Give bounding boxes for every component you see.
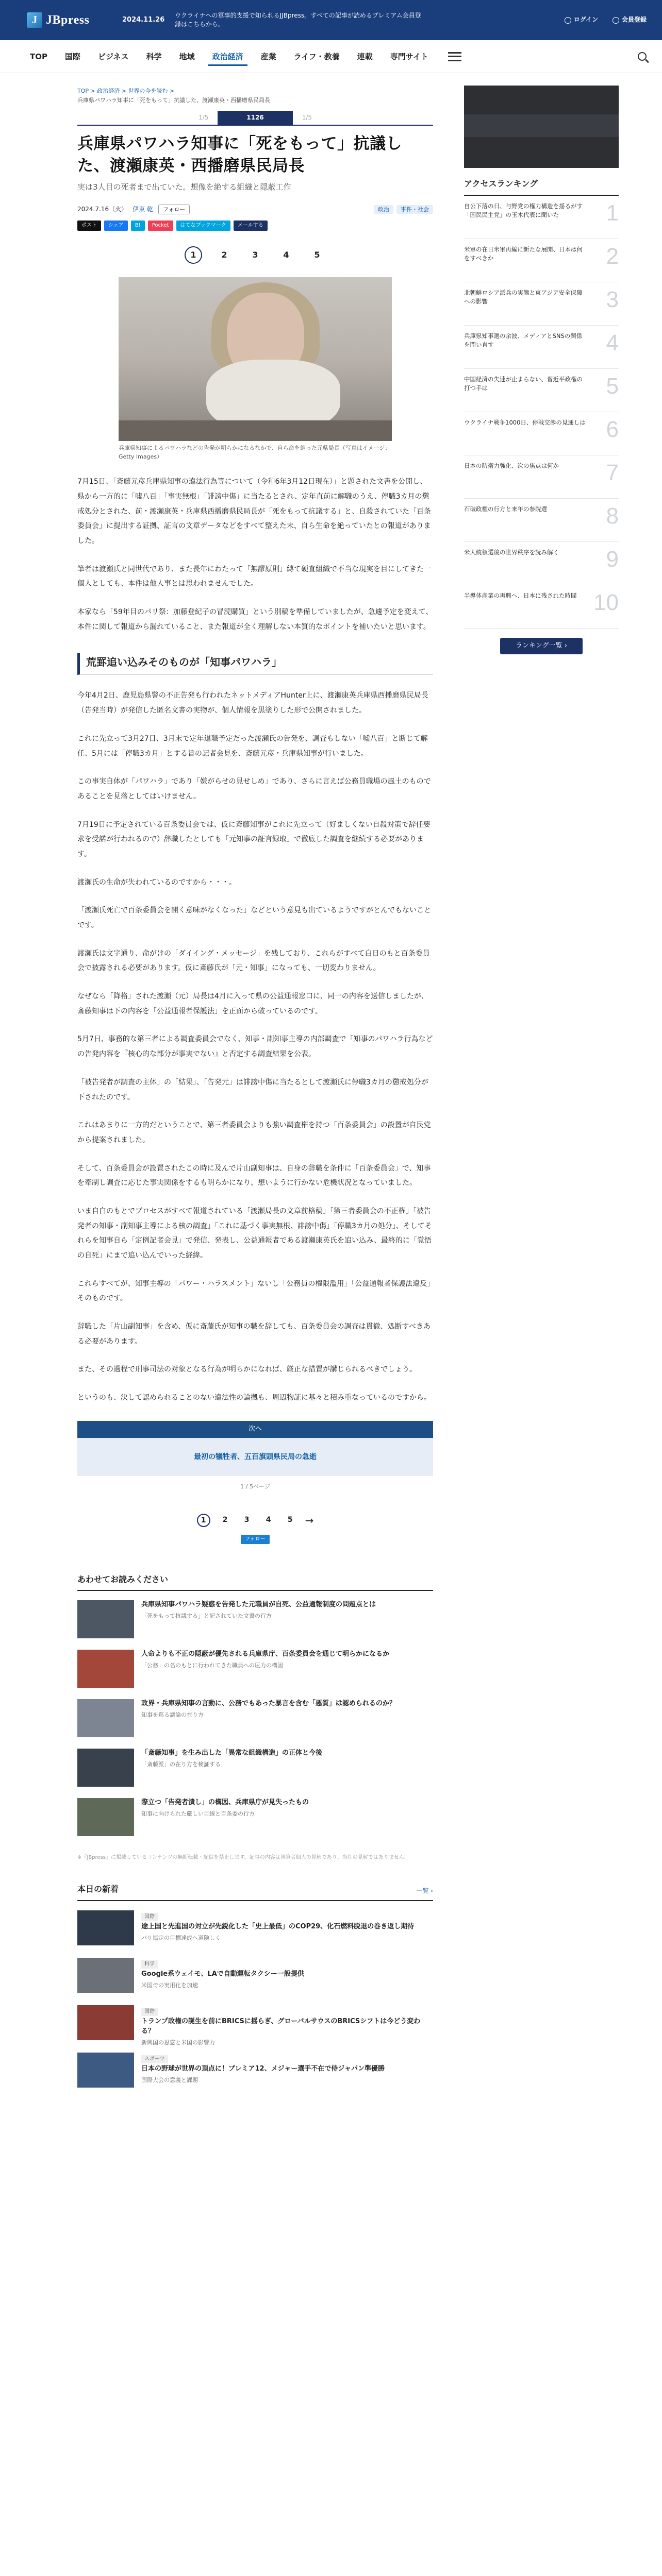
page-4-link[interactable]: 4 [266,1516,271,1524]
page-strip [77,111,433,126]
page-5-link[interactable]: 5 [314,250,320,260]
follow-area [77,1535,433,1544]
thumbnail [77,1600,134,1638]
tag-politics[interactable]: 政治 [374,205,393,214]
paragraph: 7月19日に予定されている百条委員会では、仮に斎藤知事がこれに先立って（好ましくない自殺対策で辞任要求を受諾が行われるので）辞職したとしても「元知事の証言録取」で徹底した調査を継続する必要があります。 [77,820,431,858]
next-page-box[interactable] [77,1421,433,1476]
list-item[interactable]: 科学 Google系ウェイモ、LAで自動運転タクシー一般提供 米国での実用化を加速 [77,1958,433,1996]
user-icon [565,17,571,24]
paragraph: というのも、決して認められることのない違法性の論拠も、周辺物証に基々と積み重なっているのですから。 [77,1394,431,1402]
ranking-item[interactable]: 米軍の在日米軍再編に新たな展開、日本は何をすべきか 2 [464,239,619,282]
breadcrumb-current: 兵庫県パワハラ知事に「死をもって」抗議した、渡瀬康英・西播磨県民局長 [77,96,270,104]
thumbnail [77,2053,134,2088]
article-body [77,474,433,1405]
nav-industry[interactable]: 産業 [260,52,276,61]
next-arrow-icon[interactable]: → [305,1514,314,1527]
ranking-list [464,196,619,629]
share-mail-button[interactable]: メールする [234,221,268,231]
ranking-item[interactable]: 石破政権の行方と来年の参院選 8 [464,499,619,542]
thumbnail [77,1699,134,1737]
thumbnail [77,1798,134,1836]
ranking-item[interactable]: 北朝鮮ロシア派兵の実態と東アジア安全保障への影響 3 [464,282,619,326]
latest-list [77,1910,433,2091]
nav-top[interactable]: TOP [30,52,47,61]
nav-region[interactable]: 地域 [179,52,195,61]
paragraph: これに先立って3月27日、3月末で定年退職予定だった渡瀬氏の告発を、調査もしない「嘘八百」と断じて解任、5月には「停職3カ月」とする旨の記者会見を、斎藤元彦・兵庫県知事が行いました。 [77,734,428,758]
article-title: 兵庫県パワハラ知事に「死をもって」抗議した、渡瀬康英・西播磨県民局長 [77,134,402,175]
paragraph: 7月15日、「斎藤元彦兵庫県知事の違法行為等について（令和6年3月12日現在）」と題された文書を公開し、県から一方的に「嘘八百」「事実無根」「誹謗中傷」に当たるとされ、定年直前に解職のうえ、停職3カ月の懲戒処分とされた、前・渡瀬康英・兵庫県西播磨県民局長が「死をもって抗議する」と、自殺されていた「百条委員会」に提出する証拠、証言の文章データなどをすべて整えた末、自ら生命を絶っていたとの報道がありました。 [77,478,431,546]
share-hatena-button[interactable]: B! [131,221,145,231]
page-3-link[interactable]: 3 [244,1516,250,1524]
page-strip-current: 1126 [218,111,292,125]
nav-politics-economy[interactable]: 政治経済 [212,40,243,73]
paragraph: この事実自体が「パワハラ」であり「嫌がらせの見せしめ」であり、さらに言えば公務員職場の風土のものであることを見落としてはいけません。 [77,777,431,801]
paragraph: そして、百条委員会が設置されたこの時に及んで片山副知事は、自身の辞職を条件に「百条委員会」で、知事を牽制し調査に応じた事実関係をするも明らかになり、想いように行かない危機状況となっていました。 [77,1164,431,1188]
paragraph: 今年4月2日、鹿児島県警の不正告発も行われたネットメディアHunter上に、渡瀬康英兵庫県西播磨県民局長（告発当時）が発信した匿名文書の実物が、個人情報を黒塗りした形で公開されました。 [77,691,428,715]
login-link[interactable]: ログイン [565,15,598,25]
article-meta [77,205,433,215]
latest-more-link[interactable]: 一覧 › [416,1887,433,1894]
article-column [77,77,433,2091]
thumbnail [77,2005,134,2040]
recommend-list [77,1600,433,1838]
photo-caption [119,444,392,461]
paragraph: いま自白のもとでプロセスがすべて報道されている「渡瀬局長の文章前格稿」「第三者委員会の不正権」「被告発者の知事・副知事主導による核の調査」「これに基づく事実無根、誹謗中傷」「停職3カ月の処分」、そしてそれらを知事自ら「定例記者会見」で発信、発表し、公益通報者である渡瀬康英氏を追い込み、最終的に「覚悟の自死」にまで追い込んでいった経緯。 [77,1207,432,1260]
site-logo[interactable] [27,10,122,30]
logo-mark: J [27,12,42,28]
paragraph: これらすべてが、知事主導の「パワー・ハラスメント」ないし「公務員の権限濫用」「公益通報者保護法違反」そのものです。 [77,1279,431,1303]
tag-society[interactable]: 事件・社会 [396,205,433,214]
ranking-item[interactable]: 半導体産業の再興へ、日本に残された時間 10 [464,585,619,629]
breadcrumb-path[interactable]: TOP > 政治経済 > 世界の今を読む > [77,88,175,94]
paragraph: なぜなら「降格」された渡瀬（元）局長は4月に入って県の公益通報窓口に、同一の内容を送信しましたが、斎藤知事は下の内容を「公益通報者保護法」を正面から破っているのです。 [77,992,428,1015]
photo-caption-text: 兵庫県知事によるパワハラなどの告発が明らかになるなかで、自ら命を絶った元県局長（写真はイメージ：Getty Images） [119,445,391,460]
paragraph: また、その過程で刑事司法の対象となる行為が明らかになれば、厳正な措置が講じられるべきでしょう。 [77,1365,417,1374]
page-strip-prev[interactable]: 1/5 [198,114,209,122]
list-item[interactable]: 兵庫県知事パワハラ疑惑を告発した元職員が自死、公益通報制度の問題点とは 「死をもって抗議する」と記されていた文書の行方 [77,1600,433,1640]
thumbnail [77,1910,134,1945]
nav-international[interactable]: 国際 [64,52,80,61]
next-page-label[interactable]: 次へ [77,1421,433,1438]
promo-text[interactable]: ウクライナへの軍事的支援で知られるJJBpress。すべての記事が読めるプレミアム会員登録はこちらから。 [175,11,421,28]
section-heading: 荒罫追い込みそのものが「知事パワハラ」 [77,653,433,675]
article-pager-top [77,246,433,264]
current-date: 2024.11.26 [122,15,165,24]
page-count-note: 1 / 5ページ [240,1483,270,1490]
share-pocket-button[interactable]: Pocket [148,221,173,231]
nav-series[interactable]: 連載 [357,52,373,61]
article-author[interactable]: 伊東 乾 [133,205,153,213]
paragraph: これはあまりに一方的だということで、第三者委員会よりも強い調査権を持つ「百条委員会」の設置が自民党から提案されました。 [77,1121,431,1144]
latest-header [77,1883,433,1901]
share-x-button[interactable]: ポスト [77,221,101,231]
paragraph: 辞職した「片山副知事」を含め、仮に斎藤氏が知事の職を辞しても、百条委員会の調査は貫徹、処断すべきある必要があります。 [77,1323,431,1346]
ranking-more-button[interactable]: ランキング一覧 › [500,638,583,655]
thumbnail [77,1650,134,1688]
share-facebook-button[interactable]: シェア [104,221,128,231]
paragraph: 本家なら「59年目のパリ祭：加藤登紀子の冒涜購買」という別稿を準備していましたが、急遽予定を変えて、本件に関して報道から漏れていること、また報道が全く理解しない本質的なポイントを補いたいと思います。 [77,608,433,631]
top-bar [0,0,662,40]
nav-life[interactable]: ライフ・教養 [293,52,340,61]
paragraph: 「渡瀬氏死亡で百条委員会を開く意味がなくなった」などという意見も出ているようですがとんでもないことです。 [77,906,431,930]
list-item[interactable]: 政界・兵庫県知事の言動に、公務でもあった暴言を含む「悪質」は認められるのか？ 知事を巡る議論の在り方 [77,1699,433,1739]
list-item[interactable]: 人命よりも不正の隠蔽が優先される兵庫県庁、百条委員会を通じて明らかになるか 「公務」の名のもとに行われてきた職員への圧力の構図 [77,1650,433,1690]
follow-author-button[interactable]: フォロー [158,205,190,215]
next-page-title[interactable]: 最初の犠牲者、五百旗頭県民局の急逝 [77,1438,433,1476]
page-1-link[interactable]: 1 [197,1514,210,1527]
page-5-link[interactable]: 5 [287,1516,293,1524]
paragraph: 渡瀬氏の生命が失われているのですから・・・。 [77,878,236,887]
article-date: 2024.7.16（火） [77,205,128,213]
ranking-item[interactable]: 兵庫県知事選の余波、メディアとSNSの関係を問い直す 4 [464,326,619,369]
list-item[interactable]: 国際 途上国と先進国の対立が先鋭化した「史上最低」のCOP29、化石燃料脱退の巻き返し期待 パリ協定の目標達成へ道険しく [77,1910,433,1948]
sidebar-ad[interactable] [464,86,619,168]
page-2-link[interactable]: 2 [222,1516,228,1524]
breadcrumb [77,87,433,105]
ranking-item[interactable]: 自公下落の日、与野党の権力構造を揺るがす「国民民主党」の玉木代表に聞いた 1 [464,196,619,239]
list-item[interactable]: スポーツ 日本の野球が世界の頂点に！プレミア12、メジャー選手不在で侍ジャパン準優勝 国際大会の意義と課題 [77,2053,433,2091]
thumbnail [77,1749,134,1787]
page-1-link[interactable]: 1 [185,246,202,264]
article-photo [119,277,392,441]
nav-science[interactable]: 科学 [146,52,162,61]
ranking-item[interactable]: 日本の防衛力強化、次の焦点は何か 7 [464,455,619,499]
share-buttons [77,221,433,231]
article-pager-bottom [77,1512,433,1529]
page-strip-next[interactable]: 1/5 [302,114,312,122]
search-button[interactable] [638,52,647,61]
list-item[interactable]: 国際 トランプ政権の誕生を前にBRICSに揺らぎ、グローバルサウスのBRICSシフトは今どう変わる？ 新興国の思惑と米国の影響力 [77,2005,433,2043]
search-icon [638,52,647,61]
nav-business[interactable]: ビジネス [98,52,129,61]
paragraph: 5月7日、事務的な第三者による調査委員会でなく、知事・副知事主導の内部調査で「知事のパワハラ行為などの告発内容を『核心的な部分が事実でない』と否定する調査結果を公表。 [77,1035,433,1059]
register-link[interactable]: 会員登録 [613,15,647,25]
ranking-heading: アクセスランキング [464,177,619,196]
ranking-item[interactable]: 中国経済の失速が止まらない、習近平政権の打つ手は 5 [464,369,619,412]
menu-icon[interactable] [448,52,461,61]
list-item[interactable]: 「斎藤知事」を生み出した「異常な組織構造」の正体と今後 「斎藤派」の在り方を検証する [77,1749,433,1789]
logo-text: JBpress [46,13,90,27]
follow-button[interactable]: フォロー [241,1535,270,1544]
sidebar [464,86,619,654]
hatena-bookmark-button[interactable]: はてなブックマーク [176,221,230,231]
register-icon [613,17,619,24]
page-4-link[interactable]: 4 [283,250,289,260]
article-subtitle: 実は3人目の死者まで出ていた。想像を絶する組織と隠蔽工作 [77,182,291,192]
ranking-item[interactable]: ウクライナ戦争1000日、停戦交渉の見通しは 6 [464,412,619,455]
page-3-link[interactable]: 3 [252,250,258,260]
paragraph: 渡瀬氏は文字通り、命がけの「ダイイング・メッセージ」を残しており、これらがすべて白日のもと百条委員会で披露される必要があります。仮に斎藤氏が「元・知事」になっても、一切変わりません。 [77,949,430,973]
list-item[interactable]: 際立つ「告発者潰し」の構図、兵庫県庁が見失ったもの 知事に向けられた厳しい目線と百条委の行方 [77,1798,433,1838]
thumbnail [77,1958,134,1993]
main-nav [0,40,662,73]
paragraph: 筆者は渡瀬氏と同世代であり、また長年にわたって「無謬原則」縛て硬直組織で不当な現実を目にしてきた一個人としても、本件は他人事とは思われませんでした。 [77,565,431,588]
page-2-link[interactable]: 2 [221,250,227,260]
latest-heading: 本日の新着 [77,1884,119,1894]
disclaimer: ※『JBpress』に掲載しているコンテンツの無断転載・配信を禁止します。記事の内容は執筆者個人の見解であり、当社の見解ではありません。 [77,1855,410,1861]
ranking-item[interactable]: 米大統領選後の世界秩序を読み解く 9 [464,542,619,585]
recommend-heading: あわせてお読みください [77,1573,433,1591]
nav-special[interactable]: 専門サイト [390,52,428,61]
paragraph: 「被告発者が調査の主体」の「結果」、「告発元」は誹謗中傷に当たるとして渡瀬氏に停職3カ月の懲戒処分が下されたのです。 [77,1078,428,1101]
